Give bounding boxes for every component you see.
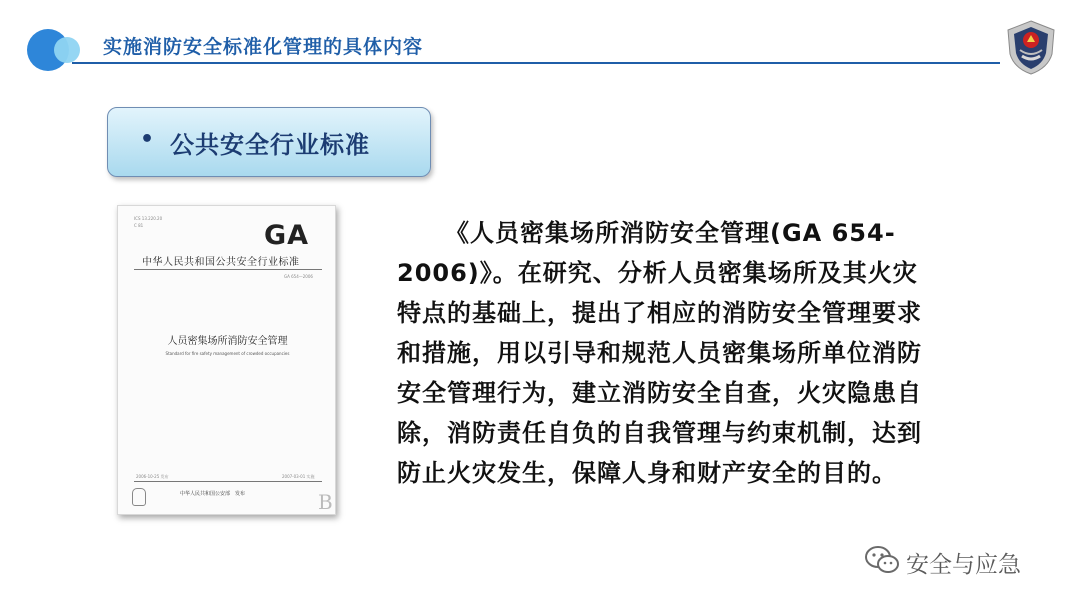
description-line: 和措施，用以引导和规范人员密集场所单位消防 xyxy=(397,339,922,367)
cover-code: C 81 xyxy=(134,223,144,228)
fire-police-emblem-icon xyxy=(1002,18,1060,76)
cover-publisher: 中华人民共和国公安部 发布 xyxy=(180,491,246,497)
description-line: 安全管理行为，建立消防安全自查，火灾隐患自 xyxy=(397,379,922,407)
cover-ics: ICS 13.220.20 xyxy=(134,216,163,221)
description-line: 防止火灾发生，保障人身和财产安全的目的。 xyxy=(397,459,897,487)
standard-category-tag xyxy=(107,107,431,177)
cover-en-title: Standard for fire safety management of crowded occupancies xyxy=(165,351,290,356)
cover-b-mark: B xyxy=(318,490,333,514)
cover-std-title: 人员密集场所消防安全管理 xyxy=(167,336,288,347)
header-circle-small xyxy=(54,37,80,63)
wechat-icon xyxy=(864,545,900,575)
cover-rule-bottom xyxy=(134,481,322,482)
cover-std-no: GA 654—2006 xyxy=(284,274,313,279)
description-line: 特点的基础上，提出了相应的消防安全管理要求 xyxy=(397,299,922,327)
cover-org: 中华人民共和国公共安全行业标准 xyxy=(142,257,300,268)
cover-issue-date: 2006-10-25 发布 xyxy=(136,474,169,479)
standard-cover-image xyxy=(117,205,336,515)
description-line: 除，消防责任自负的自我管理与约束机制，达到 xyxy=(397,419,922,447)
description-line: 2006)》。在研究、分析人员密集场所及其火灾 xyxy=(397,259,918,287)
cover-publisher-logo xyxy=(132,488,146,506)
tag-label: 公共安全行业标准 xyxy=(170,131,370,159)
tag-bullet: • xyxy=(140,127,155,152)
description-line: 《人员密集场所消防安全管理(GA 654- xyxy=(445,219,896,247)
watermark-text: 安全与应急 xyxy=(906,552,1021,578)
cover-impl-date: 2007-03-01 实施 xyxy=(282,474,315,479)
header-divider xyxy=(72,62,1000,64)
cover-rule-top xyxy=(134,269,322,270)
cover-ga-mark: GA xyxy=(264,220,310,251)
description-paragraph xyxy=(397,213,982,493)
page-title: 实施消防安全标准化管理的具体内容 xyxy=(103,36,424,58)
